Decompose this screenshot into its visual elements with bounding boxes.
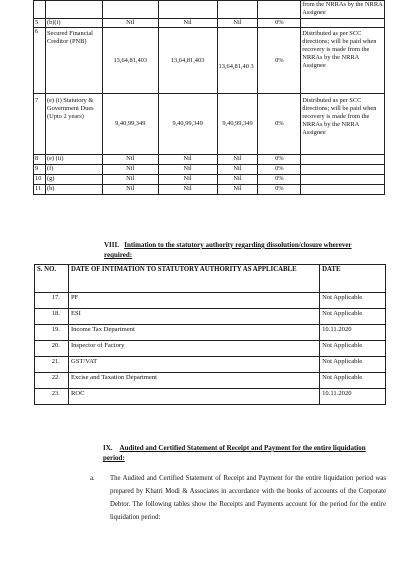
amount-distributed-cell: 13,64,81,40 3 — [217, 28, 258, 94]
amount-claimed-cell: Nil — [102, 19, 158, 28]
authority-cell: Income Tax Department — [68, 325, 319, 341]
statutory-intimation-table — [34, 264, 386, 405]
sno-header: S. NO. — [35, 265, 69, 293]
remarks-cell — [301, 165, 385, 175]
table-row — [34, 1, 385, 19]
amount-admitted-cell: Nil — [158, 165, 217, 175]
sno-cell: 22. — [35, 373, 69, 389]
table-row — [34, 94, 385, 155]
date-cell: Not Applicable — [320, 341, 386, 357]
table-row — [35, 293, 386, 309]
amount-claimed-cell: 9,40,99,349 — [102, 94, 158, 155]
table-row — [35, 389, 386, 405]
remarks-cell — [301, 19, 385, 28]
amount-claimed-cell: 13,64,81,403 — [102, 28, 158, 94]
amount-admitted-cell: 9,40,99,349 — [158, 94, 217, 155]
date-header: DATE — [320, 265, 386, 293]
percent-cell: 0% — [258, 19, 301, 28]
amount-distributed-cell: Nil — [217, 165, 258, 175]
amount-distributed-cell — [217, 1, 258, 19]
category-cell — [45, 1, 102, 19]
percent-cell: 0% — [258, 185, 301, 195]
amount-distributed-cell: 9,40,99,349 — [217, 94, 258, 155]
serial-cell: 7 — [34, 94, 46, 155]
sno-cell: 21. — [35, 357, 69, 373]
amount-admitted-cell — [158, 1, 217, 19]
amount-admitted-cell: Nil — [158, 185, 217, 195]
paragraph-label: a. — [90, 475, 95, 482]
remarks-cell — [301, 185, 385, 195]
amount-admitted-cell: Nil — [158, 19, 217, 28]
authority-cell: Excise and Taxation Department — [68, 373, 319, 389]
percent-cell: 0% — [258, 28, 301, 94]
date-cell: 10.11.2020 — [320, 325, 386, 341]
amount-claimed-cell: Nil — [102, 165, 158, 175]
remarks-cell: Distributed as per SCC directions; will be paid when recovery is made from the NRRAs by the NRRA Assignee — [301, 94, 385, 155]
section-heading-viii — [104, 240, 364, 260]
serial-cell: 9 — [34, 165, 46, 175]
amount-distributed-cell: Nil — [217, 155, 258, 165]
sno-cell: 17. — [35, 293, 69, 309]
table-row — [34, 155, 385, 165]
amount-claimed-cell: Nil — [102, 185, 158, 195]
percent-cell: 0% — [258, 175, 301, 185]
distribution-table — [33, 0, 385, 195]
category-cell: Secured Financial Creditor (PNB) — [45, 28, 102, 94]
remarks-cell: from the NRRAs by the NRRA Assignee — [301, 1, 385, 19]
serial-cell: 8 — [34, 155, 46, 165]
percent-cell: 0% — [258, 165, 301, 175]
table-row — [35, 341, 386, 357]
percent-cell: 0% — [258, 94, 301, 155]
table-row — [34, 19, 385, 28]
table-header-row — [35, 265, 386, 293]
amount-distributed-cell: Nil — [217, 185, 258, 195]
table-row — [34, 175, 385, 185]
serial-cell: 10 — [34, 175, 46, 185]
amount-admitted-cell: 13,64,81,403 — [158, 28, 217, 94]
amount-admitted-cell: Nil — [158, 155, 217, 165]
category-cell: (e) (i) Statutory & Government Dues (Upto 2 years) — [45, 94, 102, 155]
table-row — [35, 357, 386, 373]
date-cell: Not Applicable — [320, 373, 386, 389]
sno-cell: 20. — [35, 341, 69, 357]
category-cell: (h) — [45, 185, 102, 195]
authority-cell: ROC — [68, 389, 319, 405]
remarks-cell — [301, 175, 385, 185]
amount-claimed-cell: Nil — [102, 175, 158, 185]
serial-cell: 6 — [34, 28, 46, 94]
authority-cell: Inspector of Factory — [68, 341, 319, 357]
table-row — [35, 309, 386, 325]
amount-claimed-cell: Nil — [102, 155, 158, 165]
paragraph-a — [90, 472, 386, 524]
authority-cell: PF — [68, 293, 319, 309]
table-row — [34, 28, 385, 94]
serial-cell: 11 — [34, 185, 46, 195]
date-cell: 10.11.2020 — [320, 389, 386, 405]
date-cell: Not Applicable — [320, 309, 386, 325]
percent-cell: 0% — [258, 155, 301, 165]
amount-claimed-cell — [102, 1, 158, 19]
section-title: Intimation to the statutory authority regarding dissolution/closure wherever required: — [104, 241, 352, 259]
amount-distributed-cell: Nil — [217, 175, 258, 185]
section-number: VIII. — [104, 241, 119, 249]
category-cell: (e) (ii) — [45, 155, 102, 165]
section-title: Audited and Certified Statement of Receipt and Payment for the entire liquidation period: — [103, 444, 366, 462]
table-row — [35, 373, 386, 389]
serial-cell: 5 — [34, 19, 46, 28]
date-cell: Not Applicable — [320, 357, 386, 373]
authority-cell: GST/VAT — [68, 357, 319, 373]
category-cell: (f) — [45, 165, 102, 175]
date-cell: Not Applicable — [320, 293, 386, 309]
paragraph-text: The Audited and Certified Statement of Receipt and Payment for the entire liquidation period was prepared by Khatri Modi & Associates in accordance with the books of accounts of the Corporate Debtor. The following tables show the Receipts and Payments account for the period for the entire liquidation period: — [110, 475, 386, 521]
remarks-cell: Distributed as per SCC directions; will be paid when recovery is made from the NRRAs by the NRRA Assignee — [301, 28, 385, 94]
sno-cell: 18. — [35, 309, 69, 325]
sno-cell: 19. — [35, 325, 69, 341]
table-row — [35, 325, 386, 341]
amount-admitted-cell: Nil — [158, 175, 217, 185]
authority-header: DATE OF INTIMATION TO STATUTORY AUTHORITY AS APPLICABLE — [68, 265, 319, 293]
sno-cell: 23. — [35, 389, 69, 405]
category-cell: (b)(i) — [45, 19, 102, 28]
table-row — [34, 165, 385, 175]
category-cell: (g) — [45, 175, 102, 185]
amount-distributed-cell: Nil — [217, 19, 258, 28]
serial-cell — [34, 1, 46, 19]
section-heading-ix — [103, 443, 383, 463]
table-row — [34, 185, 385, 195]
authority-cell: ESI — [68, 309, 319, 325]
remarks-cell — [301, 155, 385, 165]
section-number: IX. — [103, 444, 113, 452]
percent-cell — [258, 1, 301, 19]
